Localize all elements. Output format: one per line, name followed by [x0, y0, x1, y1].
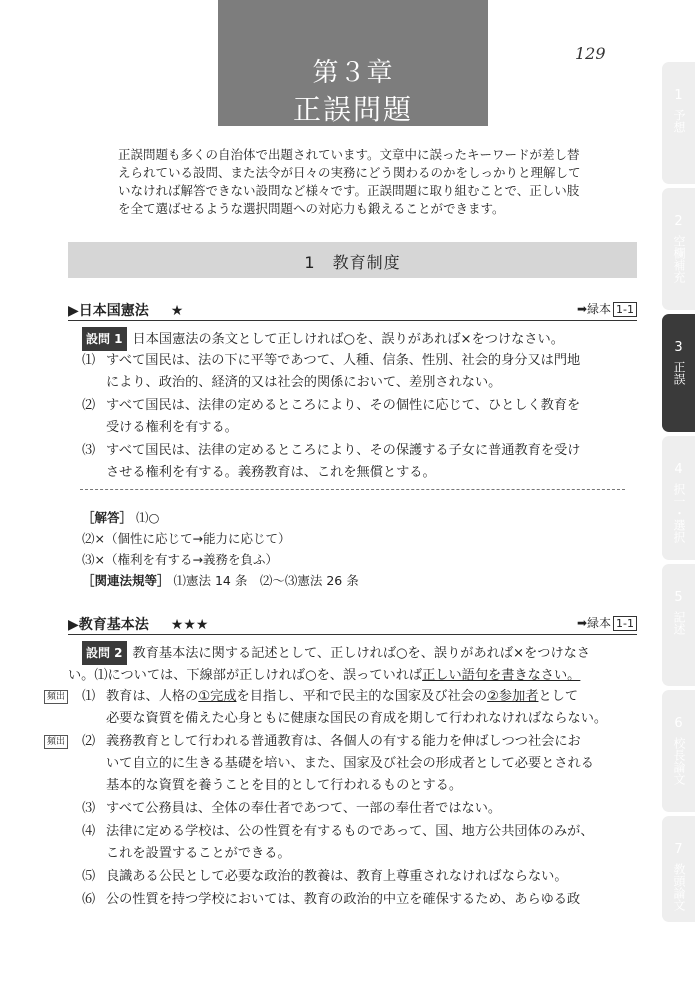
tab-chapter-2[interactable]	[662, 188, 695, 310]
tab-label: 正誤	[672, 361, 686, 385]
item-text: 公の性質を持つ学校においては、教育の政治的中立を確保するため、あらゆる政	[106, 892, 581, 907]
item-text: 基本的な資質を養うことを目的として行われるものとする。	[106, 778, 463, 793]
tab-number: 4	[674, 462, 683, 477]
list-item	[82, 686, 642, 730]
item-number: ⑶	[82, 443, 96, 458]
item-text: により、政治的、経済的又は社会的関係において、差別されない。	[106, 375, 502, 390]
answer-block	[82, 507, 622, 591]
item-number: ⑴	[82, 353, 96, 368]
question-text: い。⑴については、下線部が正しければ○を、誤っていれば	[68, 668, 423, 683]
reference-label: ➡緑本	[576, 616, 612, 630]
law-title: ▶教育基本法	[68, 617, 149, 633]
tab-number: 3	[674, 340, 683, 355]
tab-chapter-7[interactable]	[662, 816, 695, 922]
question-text-underlined: 正しい語句を書きなさい。	[422, 668, 581, 683]
tab-chapter-5[interactable]	[662, 564, 695, 686]
answer-item: ⑵×（個性に応じて→能力に応じて）	[82, 531, 291, 546]
reference	[577, 614, 637, 631]
list-item	[82, 889, 642, 911]
item-text: 法律に定める学校は、公の性質を有するものであって、国、地方公共団体のみが、	[106, 824, 594, 839]
item-text: 必要な資質を備えた心身ともに健康な国民の育成を期して行われなければならない。	[106, 711, 608, 726]
page-number: 129	[575, 44, 606, 63]
intro-paragraph: 正誤問題も多くの自治体で出題されています。文章中に誤ったキーワードが差し替えられている設問、また法令が日々の実務にどう関わるのかをしっかりと理解していなければ解答できない設問など様々です。正誤問題に取り組むことで、正しい肢を全て選ばせるような選択問題への対応力も鍛えることができます。	[118, 147, 581, 216]
divider	[80, 489, 625, 490]
answer-item: ⑴○	[136, 510, 160, 525]
chapter-number: 第３章	[312, 58, 394, 88]
tab-number: 5	[674, 590, 683, 605]
item-number: ⑵	[82, 398, 96, 413]
item-number: ⑷	[82, 824, 96, 839]
item-text: これを設置することができる。	[106, 846, 291, 861]
tab-number: 2	[674, 214, 683, 229]
question-badge: 設問 1	[82, 327, 127, 351]
question-text: 教育基本法に関する記述として、正しければ○を、誤りがあれば×をつけなさ	[132, 646, 591, 661]
question-1	[82, 327, 642, 351]
tab-number: 6	[674, 716, 683, 731]
list-item	[82, 731, 642, 797]
question-badge: 設問 2	[82, 641, 127, 665]
item-number: ⑸	[82, 869, 96, 884]
item-text: すべて国民は、法の下に平等であつて、人種、信条、性別、社会的身分又は門地	[106, 353, 581, 368]
item-text: すべて公務員は、全体の奉仕者であつて、一部の奉仕者ではない。	[106, 801, 502, 816]
list-item	[82, 395, 642, 439]
item-text: を目指し、平和で民主的な国家及び社会の	[236, 689, 488, 704]
tab-chapter-6[interactable]	[662, 690, 695, 812]
law-heading-education	[68, 614, 637, 635]
section-title: 1 教育制度	[304, 253, 401, 272]
question-text: 日本国憲法の条文として正しければ○を、誤りがあれば×をつけなさい。	[132, 332, 564, 347]
item-number: ⑶	[82, 801, 96, 816]
list-item	[82, 866, 642, 888]
tab-number: 7	[674, 842, 683, 857]
tab-label: 択一・選択	[672, 483, 686, 543]
tab-label: 校長論文	[672, 737, 686, 785]
item-text: すべて国民は、法律の定めるところにより、その保護する子女に普通教育を受け	[106, 443, 581, 458]
frequent-badge: 頻出	[44, 735, 68, 749]
question-2	[68, 641, 642, 687]
item-text: 教育は、人格の	[106, 689, 199, 704]
underlined-term: ②参加者	[487, 689, 539, 704]
section-banner	[68, 242, 637, 278]
tab-chapter-3[interactable]	[662, 314, 695, 432]
answer-label: ［解答］	[82, 510, 133, 525]
importance-stars: ★	[170, 303, 184, 319]
item-text: すべて国民は、法律の定めるところにより、その個性に応じて、ひとしく教育を	[106, 398, 581, 413]
law-heading-constitution	[68, 300, 637, 321]
underlined-term: ①完成	[198, 689, 237, 704]
item-text: いて自立的に生きる基礎を培い、また、国家及び社会の形成者として必要とされる	[106, 756, 594, 771]
list-item	[82, 798, 642, 820]
tab-label: 予想	[672, 109, 686, 133]
reference	[577, 300, 637, 317]
tab-chapter-1[interactable]	[662, 62, 695, 184]
importance-stars: ★★★	[170, 617, 209, 633]
reference-label: ➡緑本	[576, 302, 612, 316]
tab-number: 1	[674, 88, 683, 103]
frequent-badge: 頻出	[44, 690, 68, 704]
item-number: ⑵	[82, 734, 96, 749]
tab-label: 教頭論文	[672, 863, 686, 911]
item-text: 受ける権利を有する。	[106, 420, 238, 435]
tab-label: 空欄補充	[672, 235, 686, 283]
item-text: させる権利を有する。義務教育は、これを無償とする。	[106, 465, 436, 480]
item-text: 良識ある公民として必要な政治的教養は、教育上尊重されなければならない。	[106, 869, 568, 884]
chapter-title: 正誤問題	[292, 93, 413, 126]
item-number: ⑹	[82, 892, 96, 907]
reference-box: 1-1	[613, 616, 637, 631]
list-item	[82, 350, 642, 394]
tab-label: 記述	[672, 611, 686, 635]
chapter-header	[218, 0, 488, 126]
list-item	[82, 821, 642, 865]
item-text: として	[538, 689, 579, 704]
item-number: ⑴	[82, 689, 96, 704]
item-text: 義務教育として行われる普通教育は、各個人の有する能力を伸ばしつつ社会にお	[106, 734, 581, 749]
related-laws: ⑴憲法 14 条 ⑵〜⑶憲法 26 条	[173, 573, 359, 588]
list-item	[82, 440, 642, 484]
tab-chapter-4[interactable]	[662, 436, 695, 560]
answer-item: ⑶×（権利を有する→義務を負ふ）	[82, 552, 278, 567]
related-label: ［関連法規等］	[82, 573, 170, 588]
law-title: ▶日本国憲法	[68, 303, 149, 319]
reference-box: 1-1	[613, 302, 637, 317]
